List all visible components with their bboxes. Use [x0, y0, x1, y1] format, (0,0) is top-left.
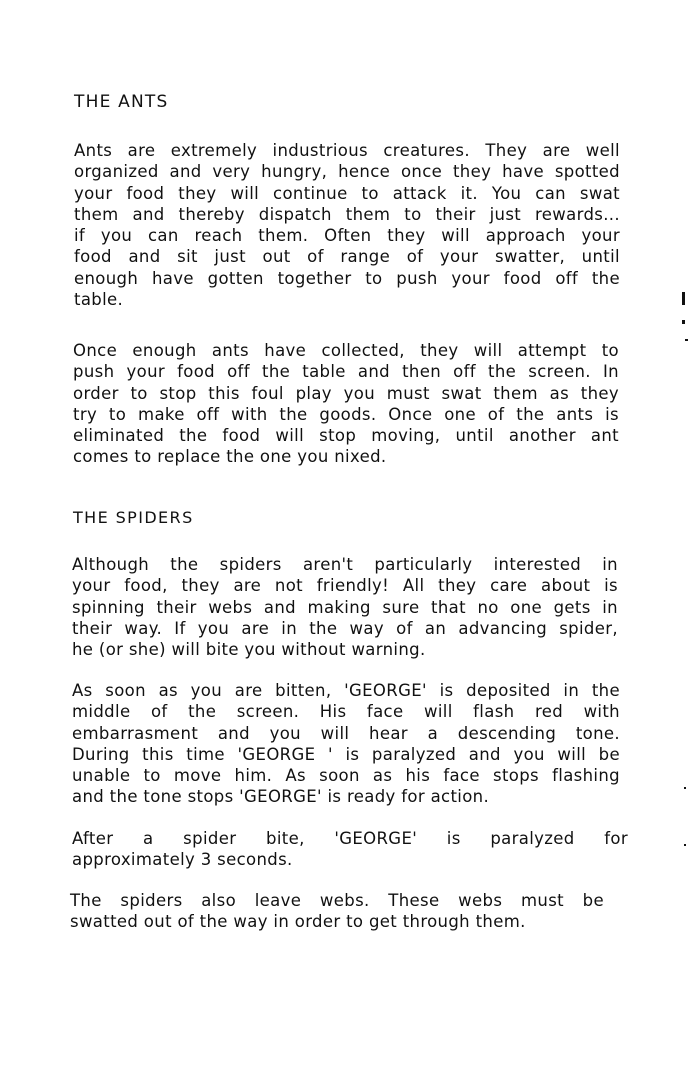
text-line: comes to replace the one you nixed.: [73, 447, 387, 467]
text-line: After a spider bite, 'GEORGE' is paralyzed for: [72, 829, 628, 848]
text-line: push your food off the table and then off the screen. In: [73, 362, 619, 382]
paragraph-spider-bite: [72, 680, 620, 808]
text-line: The spiders also leave webs. These webs must be: [70, 891, 604, 910]
scan-speck: [682, 320, 685, 324]
text-line: embarrasment and you will hear a descending tone.: [72, 723, 620, 743]
text-line: table.: [74, 290, 124, 310]
text-line: swatted out of the way in order to get through them.: [70, 912, 526, 932]
text-line: Although the spiders aren't particularly interested in: [72, 555, 618, 574]
text-line: try to make off with the goods. Once one of the ants is: [73, 404, 619, 424]
text-line: organized and very hungry, hence once they have spotted: [74, 162, 620, 182]
text-line: and the tone stops 'GEORGE' is ready for action.: [72, 787, 490, 807]
text-line: order to stop this foul play you must swat them as they: [73, 383, 619, 403]
text-line: their way. If you are in the way of an advancing spider,: [72, 618, 618, 638]
text-line: unable to move him. As soon as his face stops flashing: [72, 766, 620, 786]
text-line: food and sit just out of range of your swatter, until: [74, 247, 620, 267]
text-line: During this time 'GEORGE ' is paralyzed and you will be: [72, 744, 620, 764]
text-line: he (or she) will bite you without warning.: [72, 640, 426, 660]
text-line: eliminated the food will stop moving, until another ant: [73, 426, 619, 446]
text-line: your food they will continue to attack it. You can swat: [74, 183, 620, 203]
paragraph-ants-push-food: [73, 340, 619, 468]
scan-speck: [685, 339, 688, 341]
text-line: Ants are extremely industrious creatures. They are well: [74, 141, 620, 160]
paragraph-paralyzed-duration: [72, 828, 628, 871]
text-line: if you can reach them. Often they will approach your: [74, 226, 620, 246]
paragraph-ants-behavior: [74, 140, 620, 310]
paragraph-spiders-behavior: [72, 554, 618, 660]
text-line: middle of the screen. His face will flash red with: [72, 702, 620, 722]
section-heading-spiders: THE SPIDERS: [73, 508, 194, 527]
scan-speck: [682, 292, 685, 305]
text-line: Once enough ants have collected, they will attempt to: [73, 341, 619, 360]
scan-speck: [684, 844, 686, 846]
paragraph-spider-webs: [70, 890, 604, 933]
text-line: spinning their webs and making sure that no one gets in: [72, 597, 618, 617]
text-line: them and thereby dispatch them to their just rewards...: [74, 204, 620, 224]
text-line: As soon as you are bitten, 'GEORGE' is deposited in the: [72, 681, 620, 700]
scan-speck: [684, 787, 686, 789]
text-line: your food, they are not friendly! All they care about is: [72, 576, 618, 596]
section-heading-ants: THE ANTS: [74, 92, 169, 112]
text-line: enough have gotten together to push your food off the: [74, 268, 620, 288]
text-line: approximately 3 seconds.: [72, 850, 293, 870]
